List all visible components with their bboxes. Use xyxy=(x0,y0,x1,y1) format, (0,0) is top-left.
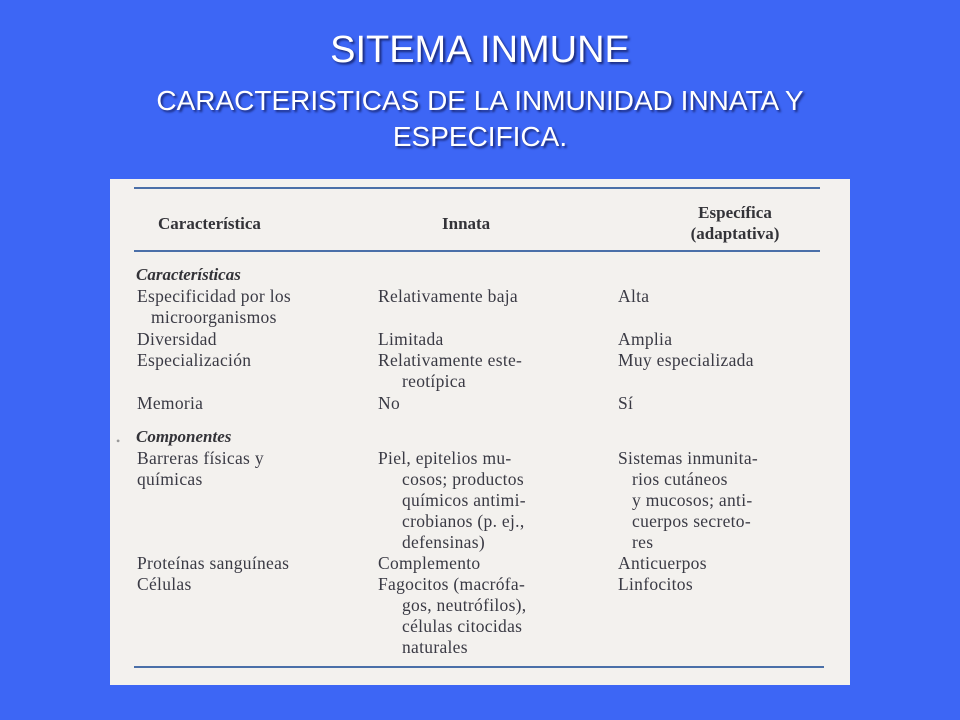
header-especifica-line-2: (adaptativa) xyxy=(690,224,780,243)
cell-line: reotípica xyxy=(402,371,466,391)
cell-especializacion-especifica: Muy especializada xyxy=(618,350,754,370)
cell-especificidad-especifica: Alta xyxy=(618,286,650,306)
cell-barreras-especifica xyxy=(618,448,843,553)
table-image xyxy=(110,179,850,685)
cell-diversidad-caracteristica: Diversidad xyxy=(137,329,217,349)
cell-barreras-innata xyxy=(378,448,603,553)
slide-title: SITEMA INMUNE xyxy=(330,29,630,71)
subtitle-line-1: CARACTERISTICAS DE LA INMUNIDAD INNATA Y xyxy=(156,85,804,116)
cell-line: Relativamente este- xyxy=(378,350,523,370)
cell-memoria-innata: No xyxy=(378,393,400,413)
cell-diversidad-especifica: Amplia xyxy=(618,329,673,349)
cell-especializacion-caracteristica: Especialización xyxy=(137,350,252,370)
cell-line: gos, neutrófilos), xyxy=(402,595,527,615)
cell-line: naturales xyxy=(402,637,468,657)
cell-line: rios cutáneos xyxy=(632,469,728,489)
cell-line: Fagocitos (macrófa- xyxy=(378,574,526,594)
subtitle-line-2: ESPECIFICA. xyxy=(392,121,568,152)
bottom-rule xyxy=(134,666,824,668)
cell-memoria-especifica: Sí xyxy=(618,393,634,413)
cell-line: químicas xyxy=(137,469,203,489)
cell-diversidad-innata: Limitada xyxy=(378,329,444,349)
cell-line: Especificidad por los xyxy=(137,286,292,306)
cell-proteinas-caracteristica: Proteínas sanguíneas xyxy=(137,553,290,573)
cell-line: Barreras físicas y xyxy=(137,448,264,468)
cell-line: cosos; productos xyxy=(402,469,524,489)
cell-line: microorganismos xyxy=(151,307,277,327)
cell-especializacion-innata xyxy=(378,350,603,392)
cell-line: químicos antimi- xyxy=(402,490,526,510)
cell-especificidad-caracteristica xyxy=(137,286,362,328)
cell-proteinas-especifica: Anticuerpos xyxy=(618,553,707,573)
cell-line: Piel, epitelios mu- xyxy=(378,448,512,468)
cell-line: y mucosos; anti- xyxy=(632,490,753,510)
section-caracteristicas: Características xyxy=(136,265,241,284)
cell-proteinas-innata: Complemento xyxy=(378,553,481,573)
top-rule xyxy=(134,187,820,189)
cell-line: defensinas) xyxy=(402,532,485,552)
cell-celulas-innata xyxy=(378,574,603,658)
slide-subtitle xyxy=(80,83,880,155)
cell-celulas-especifica: Linfocitos xyxy=(618,574,693,594)
cell-barreras-caracteristica xyxy=(137,448,362,490)
cell-memoria-caracteristica: Memoria xyxy=(137,393,204,413)
header-rule xyxy=(134,250,820,252)
cell-line: crobianos (p. ej., xyxy=(402,511,525,531)
cell-line: cuerpos secreto- xyxy=(632,511,751,531)
cell-line: res xyxy=(632,532,654,552)
section-componentes: Componentes xyxy=(136,427,232,446)
cell-celulas-caracteristica: Células xyxy=(137,574,192,594)
header-innata: Innata xyxy=(442,214,491,233)
cell-line: Sistemas inmunita- xyxy=(618,448,759,468)
bullet-mark: • xyxy=(116,434,121,448)
cell-line: células citocidas xyxy=(402,616,523,636)
header-caracteristica: Característica xyxy=(158,214,261,233)
header-especifica-line-1: Específica xyxy=(698,203,772,222)
cell-especificidad-innata: Relativamente baja xyxy=(378,286,518,306)
header-especifica xyxy=(650,202,820,244)
